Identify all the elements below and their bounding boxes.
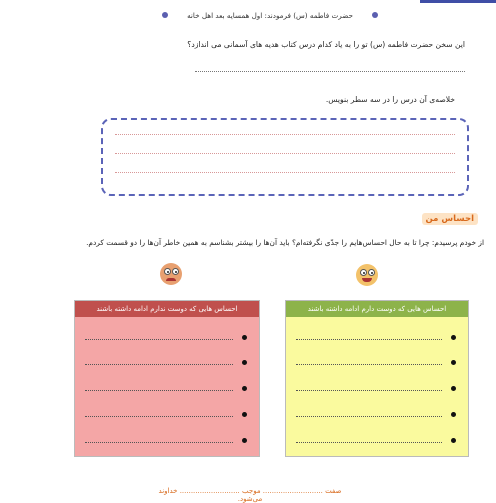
question-2: خلاصه‌ی آن درس را در سه سطر بنویس. [325,95,455,104]
answer-line [115,153,455,154]
unwanted-feelings-card [74,300,260,457]
bullet-icon [451,386,456,391]
summary-answer-box[interactable] [101,118,469,196]
card-header: احساس هایی که دوست ندارم ادامه داشته باشند [75,301,259,317]
list-item[interactable] [85,358,249,366]
bullet-icon [451,438,456,443]
bullet-icon [451,360,456,365]
bullet-icon [372,12,378,18]
answer-line [115,172,455,173]
footer-sentence: صفت ........................... موجب ........................... خداوند می‌شود. [158,487,342,503]
bullet-icon [242,360,247,365]
intro-text: از خودم پرسیدم: چرا تا به حال احساس‌هایم را جدّی نگرفته‌ام؟ باید آن‌ها را بیشتر بشناسم به همین خاطر آن‌ها را دو قسمت کردم. [86,238,484,247]
list-item[interactable] [85,436,249,444]
bullet-icon [242,386,247,391]
list-item[interactable] [85,410,249,418]
answer-line-1[interactable] [195,71,465,72]
question-1: این سخن حضرت فاطمه (س) تو را به یاد کدام درس کتاب هدیه های آسمانی می اندازد؟ [187,40,465,49]
wanted-feelings-card [285,300,469,457]
bullet-icon [451,335,456,340]
card-header: احساس هایی که دوست دارم ادامه داشته باشند [286,301,468,317]
list-item[interactable] [296,358,458,366]
list-item[interactable] [296,410,458,418]
list-item[interactable] [85,384,249,392]
happy-face-icon [356,264,378,286]
bullet-icon [162,12,168,18]
hadith-quote [170,9,370,23]
section-title: احساس من [422,213,478,225]
answer-line [115,134,455,135]
list-item[interactable] [296,436,458,444]
list-item[interactable] [85,333,249,341]
top-accent-bar [420,0,496,3]
bullet-icon [242,412,247,417]
list-item[interactable] [296,333,458,341]
bullet-icon [242,438,247,443]
bullet-icon [451,412,456,417]
list-item[interactable] [296,384,458,392]
sad-face-icon [160,263,182,285]
hadith-text: حضرت فاطمه (س) فرمودند: اول همسایه بعد اهل خانه [187,11,353,20]
bullet-icon [242,335,247,340]
